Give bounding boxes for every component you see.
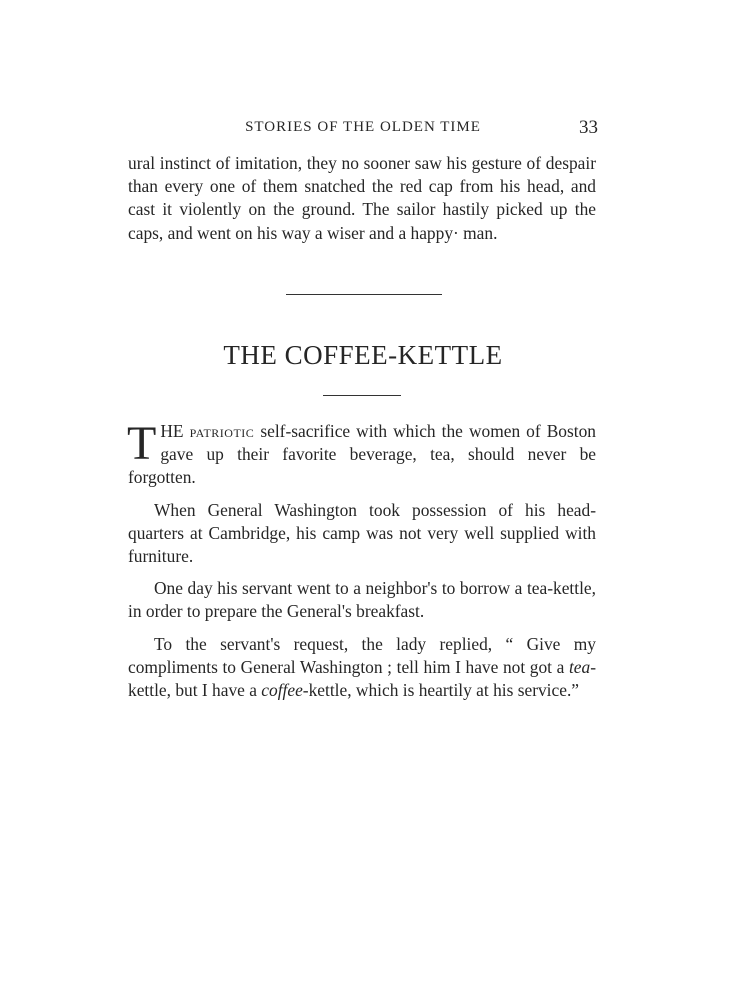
lead-small-caps: patriotic	[189, 421, 255, 441]
title-underline	[323, 395, 401, 396]
chapter-title: THE COFFEE-KETTLE	[223, 340, 503, 370]
section-divider	[286, 294, 442, 295]
paragraph-2: When General Washington took possession of his head-quarters at Cambridge, his camp was not very well supplied with furniture.	[128, 499, 596, 567]
paragraph-1-text: self-sacrifice with which the women of Boston gave up their favorite beverage, tea, should never be forgotten.	[128, 421, 596, 488]
page-number: 33	[579, 117, 598, 138]
continued-paragraph: ural instinct of imitation, they no sooner saw his gesture of despair than every one of them snatched the red cap from his head, and cast it violently on the ground. The sailor hastily picked up the caps, and went on his way a wiser and a happy· man.	[128, 153, 596, 243]
paragraph-3: One day his servant went to a neighbor's to borrow a tea-kettle, in order to prepare the General's breakfast.	[128, 578, 596, 622]
paragraph-4-text-c: -kettle, which is heartily at his service.”	[302, 680, 580, 701]
paragraph-4-text-a: To the servant's request, the lady replied, “ Give my compliments to General Washington ; tell him I have not got a	[128, 633, 596, 677]
italic-coffee: coffee	[261, 680, 303, 701]
drop-cap: T	[127, 417, 157, 470]
running-title: STORIES OF THE OLDEN TIME	[245, 119, 481, 135]
chapter-body	[127, 417, 596, 702]
paragraph-4	[128, 633, 596, 703]
paragraph-4-text-b: -kettle, but I have a	[128, 656, 596, 701]
lead-letters: HE	[160, 421, 184, 441]
italic-tea: tea	[568, 656, 591, 677]
paragraph-1	[127, 417, 596, 490]
running-head	[128, 116, 598, 140]
continued-paragraph-block	[128, 152, 596, 245]
